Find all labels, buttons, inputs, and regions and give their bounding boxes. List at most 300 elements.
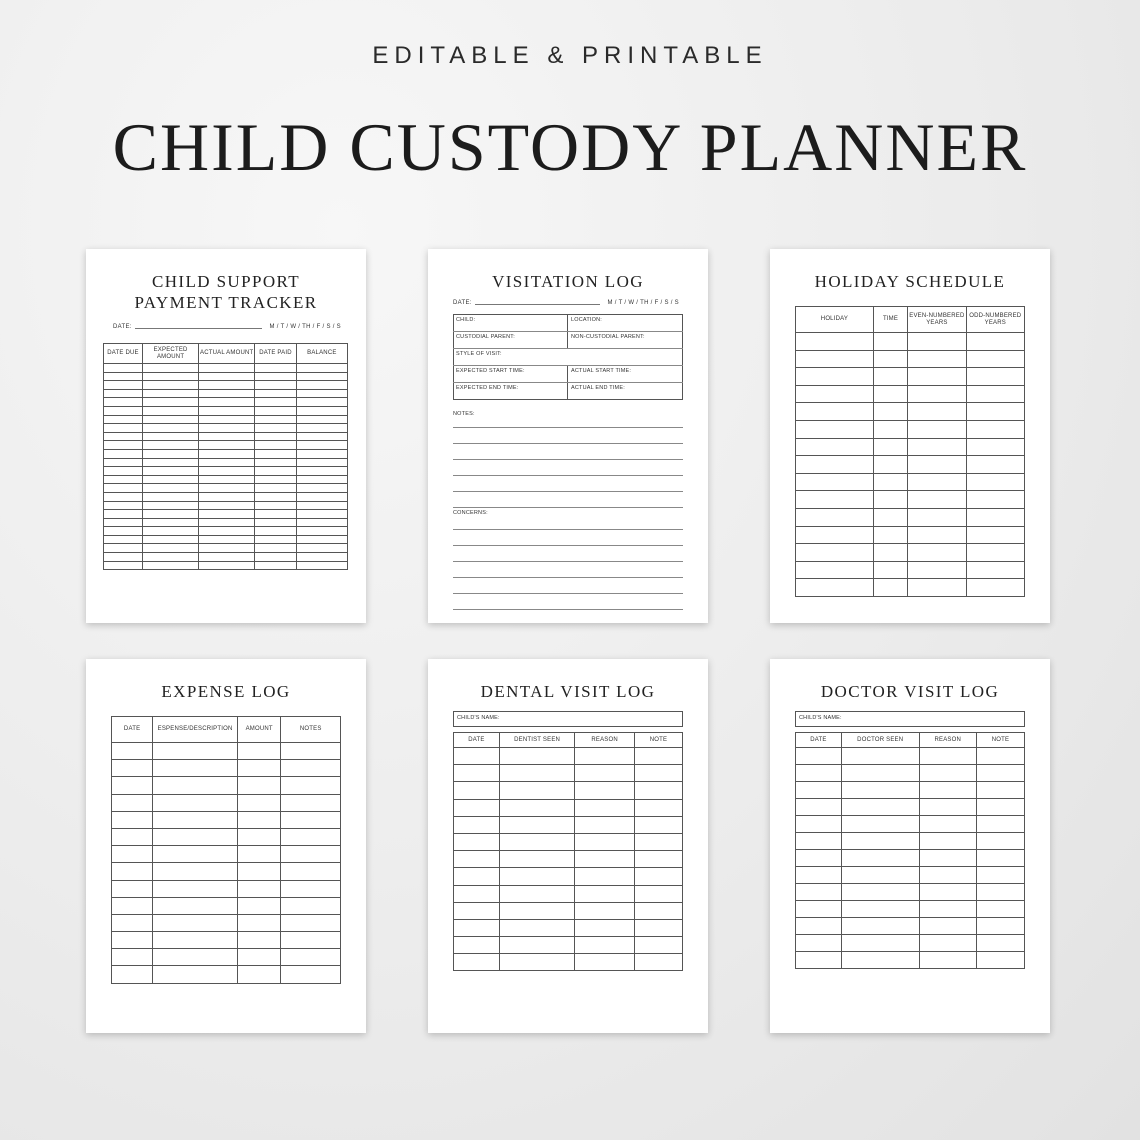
table-cell[interactable] <box>255 467 296 476</box>
table-cell[interactable] <box>919 867 976 884</box>
table-cell[interactable] <box>499 748 575 765</box>
table-cell[interactable] <box>454 902 500 919</box>
table-cell[interactable] <box>281 932 341 949</box>
table-cell[interactable] <box>499 954 575 971</box>
table-cell[interactable] <box>454 868 500 885</box>
table-cell[interactable] <box>634 799 682 816</box>
table-cell[interactable] <box>255 432 296 441</box>
table-cell[interactable] <box>153 932 238 949</box>
table-cell[interactable] <box>919 850 976 867</box>
table-cell[interactable] <box>919 799 976 816</box>
table-cell[interactable] <box>499 799 575 816</box>
table-cell[interactable] <box>104 381 143 390</box>
actual-end-field[interactable]: ACTUAL END TIME: <box>571 385 625 391</box>
table-cell[interactable] <box>112 897 153 914</box>
table-cell[interactable] <box>796 456 874 474</box>
date-line[interactable] <box>135 328 262 329</box>
table-cell[interactable] <box>976 935 1024 952</box>
table-cell[interactable] <box>153 760 238 777</box>
table-cell[interactable] <box>199 398 255 407</box>
table-cell[interactable] <box>255 449 296 458</box>
table-cell[interactable] <box>976 833 1024 850</box>
table-cell[interactable] <box>634 868 682 885</box>
table-cell[interactable] <box>919 918 976 935</box>
table-cell[interactable] <box>499 919 575 936</box>
table-cell[interactable] <box>634 816 682 833</box>
table-cell[interactable] <box>919 833 976 850</box>
table-cell[interactable] <box>255 527 296 536</box>
table-cell[interactable] <box>796 935 842 952</box>
table-cell[interactable] <box>143 458 199 467</box>
table-cell[interactable] <box>454 816 500 833</box>
table-cell[interactable] <box>112 932 153 949</box>
table-cell[interactable] <box>153 949 238 966</box>
table-cell[interactable] <box>796 526 874 544</box>
table-cell[interactable] <box>199 432 255 441</box>
table-cell[interactable] <box>454 765 500 782</box>
table-cell[interactable] <box>104 424 143 433</box>
table-cell[interactable] <box>575 816 635 833</box>
table-cell[interactable] <box>104 432 143 441</box>
table-cell[interactable] <box>296 561 347 570</box>
ruled-line[interactable] <box>453 443 683 444</box>
table-cell[interactable] <box>143 381 199 390</box>
table-cell[interactable] <box>281 777 341 794</box>
table-cell[interactable] <box>908 385 966 403</box>
table-cell[interactable] <box>237 949 281 966</box>
table-cell[interactable] <box>919 935 976 952</box>
table-cell[interactable] <box>841 748 919 765</box>
table-cell[interactable] <box>143 561 199 570</box>
table-cell[interactable] <box>281 828 341 845</box>
table-cell[interactable] <box>296 415 347 424</box>
table-cell[interactable] <box>153 846 238 863</box>
table-cell[interactable] <box>199 475 255 484</box>
table-cell[interactable] <box>634 902 682 919</box>
table-cell[interactable] <box>255 398 296 407</box>
table-cell[interactable] <box>966 526 1024 544</box>
table-cell[interactable] <box>454 748 500 765</box>
table-cell[interactable] <box>104 510 143 519</box>
table-cell[interactable] <box>841 765 919 782</box>
table-cell[interactable] <box>976 816 1024 833</box>
table-cell[interactable] <box>296 535 347 544</box>
table-cell[interactable] <box>255 364 296 373</box>
ruled-line[interactable] <box>453 475 683 476</box>
table-cell[interactable] <box>296 389 347 398</box>
table-cell[interactable] <box>499 885 575 902</box>
table-cell[interactable] <box>919 884 976 901</box>
table-cell[interactable] <box>499 937 575 954</box>
table-cell[interactable] <box>796 491 874 509</box>
table-cell[interactable] <box>796 403 874 421</box>
table-cell[interactable] <box>575 868 635 885</box>
custodial-parent-field[interactable]: CUSTODIAL PARENT: <box>456 334 515 340</box>
ruled-line[interactable] <box>453 545 683 546</box>
table-cell[interactable] <box>796 833 842 850</box>
table-cell[interactable] <box>908 508 966 526</box>
table-cell[interactable] <box>796 748 842 765</box>
table-cell[interactable] <box>454 919 500 936</box>
table-cell[interactable] <box>112 743 153 760</box>
table-cell[interactable] <box>153 914 238 931</box>
table-cell[interactable] <box>966 368 1024 386</box>
table-cell[interactable] <box>966 385 1024 403</box>
ruled-line[interactable] <box>453 577 683 578</box>
table-cell[interactable] <box>112 914 153 931</box>
table-cell[interactable] <box>966 473 1024 491</box>
table-cell[interactable] <box>908 526 966 544</box>
table-cell[interactable] <box>976 901 1024 918</box>
table-cell[interactable] <box>112 794 153 811</box>
table-cell[interactable] <box>796 918 842 935</box>
table-cell[interactable] <box>112 880 153 897</box>
table-cell[interactable] <box>237 777 281 794</box>
table-cell[interactable] <box>199 501 255 510</box>
table-cell[interactable] <box>873 561 907 579</box>
table-cell[interactable] <box>919 816 976 833</box>
table-cell[interactable] <box>112 828 153 845</box>
table-cell[interactable] <box>255 381 296 390</box>
table-cell[interactable] <box>199 484 255 493</box>
table-cell[interactable] <box>841 850 919 867</box>
table-cell[interactable] <box>199 389 255 398</box>
table-cell[interactable] <box>499 902 575 919</box>
table-cell[interactable] <box>873 544 907 562</box>
table-cell[interactable] <box>296 441 347 450</box>
table-cell[interactable] <box>873 420 907 438</box>
table-cell[interactable] <box>976 952 1024 969</box>
table-cell[interactable] <box>919 782 976 799</box>
table-cell[interactable] <box>841 901 919 918</box>
table-cell[interactable] <box>976 765 1024 782</box>
table-cell[interactable] <box>296 553 347 562</box>
table-cell[interactable] <box>255 492 296 501</box>
table-cell[interactable] <box>199 535 255 544</box>
table-cell[interactable] <box>104 475 143 484</box>
location-field[interactable]: LOCATION: <box>571 317 603 323</box>
table-cell[interactable] <box>143 449 199 458</box>
table-cell[interactable] <box>841 816 919 833</box>
table-cell[interactable] <box>237 932 281 949</box>
table-cell[interactable] <box>281 811 341 828</box>
table-cell[interactable] <box>199 424 255 433</box>
table-cell[interactable] <box>296 424 347 433</box>
table-cell[interactable] <box>499 782 575 799</box>
table-cell[interactable] <box>499 868 575 885</box>
table-cell[interactable] <box>143 484 199 493</box>
table-cell[interactable] <box>454 833 500 850</box>
table-cell[interactable] <box>143 492 199 501</box>
table-cell[interactable] <box>143 389 199 398</box>
table-cell[interactable] <box>199 544 255 553</box>
ruled-line[interactable] <box>453 529 683 530</box>
table-cell[interactable] <box>296 484 347 493</box>
table-cell[interactable] <box>796 544 874 562</box>
table-cell[interactable] <box>296 544 347 553</box>
table-cell[interactable] <box>143 398 199 407</box>
table-cell[interactable] <box>841 867 919 884</box>
table-cell[interactable] <box>966 438 1024 456</box>
table-cell[interactable] <box>199 372 255 381</box>
table-cell[interactable] <box>153 777 238 794</box>
table-cell[interactable] <box>454 799 500 816</box>
table-cell[interactable] <box>255 561 296 570</box>
table-cell[interactable] <box>296 364 347 373</box>
table-cell[interactable] <box>281 897 341 914</box>
table-cell[interactable] <box>143 372 199 381</box>
table-cell[interactable] <box>255 535 296 544</box>
table-cell[interactable] <box>296 501 347 510</box>
table-cell[interactable] <box>281 914 341 931</box>
table-cell[interactable] <box>966 350 1024 368</box>
table-cell[interactable] <box>153 794 238 811</box>
table-cell[interactable] <box>143 501 199 510</box>
table-cell[interactable] <box>104 415 143 424</box>
table-cell[interactable] <box>796 816 842 833</box>
table-cell[interactable] <box>796 799 842 816</box>
table-cell[interactable] <box>796 473 874 491</box>
table-cell[interactable] <box>153 897 238 914</box>
table-cell[interactable] <box>296 406 347 415</box>
table-cell[interactable] <box>281 760 341 777</box>
table-cell[interactable] <box>104 372 143 381</box>
table-cell[interactable] <box>966 333 1024 351</box>
table-cell[interactable] <box>575 833 635 850</box>
table-cell[interactable] <box>255 458 296 467</box>
ruled-line[interactable] <box>453 507 683 508</box>
table-cell[interactable] <box>454 782 500 799</box>
table-cell[interactable] <box>153 880 238 897</box>
table-cell[interactable] <box>796 333 874 351</box>
ruled-line[interactable] <box>453 459 683 460</box>
table-cell[interactable] <box>143 510 199 519</box>
table-cell[interactable] <box>143 553 199 562</box>
table-cell[interactable] <box>454 885 500 902</box>
table-cell[interactable] <box>296 432 347 441</box>
table-cell[interactable] <box>255 501 296 510</box>
table-cell[interactable] <box>281 794 341 811</box>
table-cell[interactable] <box>199 553 255 562</box>
table-cell[interactable] <box>237 966 281 983</box>
table-cell[interactable] <box>104 467 143 476</box>
date-line[interactable] <box>475 304 600 305</box>
table-cell[interactable] <box>296 475 347 484</box>
table-cell[interactable] <box>104 535 143 544</box>
table-cell[interactable] <box>575 919 635 936</box>
table-cell[interactable] <box>153 743 238 760</box>
table-cell[interactable] <box>966 491 1024 509</box>
table-cell[interactable] <box>199 467 255 476</box>
table-cell[interactable] <box>255 484 296 493</box>
ruled-line[interactable] <box>453 427 683 428</box>
table-cell[interactable] <box>634 919 682 936</box>
table-cell[interactable] <box>104 484 143 493</box>
table-cell[interactable] <box>796 884 842 901</box>
table-cell[interactable] <box>873 508 907 526</box>
table-cell[interactable] <box>976 918 1024 935</box>
table-cell[interactable] <box>153 863 238 880</box>
table-cell[interactable] <box>237 811 281 828</box>
table-cell[interactable] <box>908 561 966 579</box>
table-cell[interactable] <box>199 510 255 519</box>
ruled-line[interactable] <box>453 593 683 594</box>
table-cell[interactable] <box>255 389 296 398</box>
table-cell[interactable] <box>104 544 143 553</box>
table-cell[interactable] <box>908 544 966 562</box>
table-cell[interactable] <box>296 398 347 407</box>
table-cell[interactable] <box>153 811 238 828</box>
table-cell[interactable] <box>499 833 575 850</box>
table-cell[interactable] <box>908 420 966 438</box>
table-cell[interactable] <box>237 897 281 914</box>
table-cell[interactable] <box>454 954 500 971</box>
table-cell[interactable] <box>796 368 874 386</box>
table-cell[interactable] <box>104 364 143 373</box>
table-cell[interactable] <box>237 743 281 760</box>
table-cell[interactable] <box>499 816 575 833</box>
table-cell[interactable] <box>634 748 682 765</box>
table-cell[interactable] <box>104 389 143 398</box>
table-cell[interactable] <box>796 901 842 918</box>
table-cell[interactable] <box>143 432 199 441</box>
table-cell[interactable] <box>873 473 907 491</box>
ruled-line[interactable] <box>453 609 683 610</box>
table-cell[interactable] <box>575 851 635 868</box>
table-cell[interactable] <box>873 456 907 474</box>
table-cell[interactable] <box>796 385 874 403</box>
table-cell[interactable] <box>112 811 153 828</box>
table-cell[interactable] <box>966 508 1024 526</box>
table-cell[interactable] <box>919 748 976 765</box>
table-cell[interactable] <box>841 799 919 816</box>
table-cell[interactable] <box>841 782 919 799</box>
table-cell[interactable] <box>237 794 281 811</box>
table-cell[interactable] <box>112 846 153 863</box>
table-cell[interactable] <box>454 937 500 954</box>
table-cell[interactable] <box>873 368 907 386</box>
table-cell[interactable] <box>237 863 281 880</box>
non-custodial-parent-field[interactable]: NON-CUSTODIAL PARENT: <box>571 334 645 340</box>
table-cell[interactable] <box>199 406 255 415</box>
table-cell[interactable] <box>281 863 341 880</box>
table-cell[interactable] <box>966 561 1024 579</box>
table-cell[interactable] <box>873 579 907 597</box>
table-cell[interactable] <box>841 918 919 935</box>
table-cell[interactable] <box>796 579 874 597</box>
table-cell[interactable] <box>796 438 874 456</box>
table-cell[interactable] <box>104 449 143 458</box>
table-cell[interactable] <box>237 846 281 863</box>
table-cell[interactable] <box>104 561 143 570</box>
table-cell[interactable] <box>908 579 966 597</box>
table-cell[interactable] <box>237 880 281 897</box>
table-cell[interactable] <box>976 748 1024 765</box>
table-cell[interactable] <box>255 441 296 450</box>
table-cell[interactable] <box>255 424 296 433</box>
table-cell[interactable] <box>104 441 143 450</box>
table-cell[interactable] <box>634 885 682 902</box>
table-cell[interactable] <box>499 851 575 868</box>
table-cell[interactable] <box>575 902 635 919</box>
table-cell[interactable] <box>104 458 143 467</box>
table-cell[interactable] <box>143 518 199 527</box>
table-cell[interactable] <box>976 867 1024 884</box>
table-cell[interactable] <box>908 456 966 474</box>
table-cell[interactable] <box>143 467 199 476</box>
table-cell[interactable] <box>841 833 919 850</box>
table-cell[interactable] <box>873 526 907 544</box>
expected-start-field[interactable]: EXPECTED START TIME: <box>456 368 525 374</box>
table-cell[interactable] <box>281 949 341 966</box>
table-cell[interactable] <box>634 765 682 782</box>
table-cell[interactable] <box>199 449 255 458</box>
table-cell[interactable] <box>143 364 199 373</box>
table-cell[interactable] <box>796 867 842 884</box>
table-cell[interactable] <box>919 901 976 918</box>
table-cell[interactable] <box>908 403 966 421</box>
table-cell[interactable] <box>796 561 874 579</box>
table-cell[interactable] <box>112 966 153 983</box>
table-cell[interactable] <box>908 491 966 509</box>
table-cell[interactable] <box>575 782 635 799</box>
table-cell[interactable] <box>143 441 199 450</box>
table-cell[interactable] <box>575 885 635 902</box>
table-cell[interactable] <box>575 765 635 782</box>
table-cell[interactable] <box>143 535 199 544</box>
table-cell[interactable] <box>796 350 874 368</box>
table-cell[interactable] <box>112 863 153 880</box>
table-cell[interactable] <box>976 850 1024 867</box>
ruled-line[interactable] <box>453 491 683 492</box>
table-cell[interactable] <box>454 851 500 868</box>
table-cell[interactable] <box>104 501 143 510</box>
table-cell[interactable] <box>237 828 281 845</box>
table-cell[interactable] <box>908 368 966 386</box>
table-cell[interactable] <box>296 467 347 476</box>
table-cell[interactable] <box>873 333 907 351</box>
table-cell[interactable] <box>255 372 296 381</box>
table-cell[interactable] <box>296 510 347 519</box>
table-cell[interactable] <box>199 415 255 424</box>
table-cell[interactable] <box>841 952 919 969</box>
ruled-line[interactable] <box>453 561 683 562</box>
table-cell[interactable] <box>199 518 255 527</box>
table-cell[interactable] <box>873 438 907 456</box>
table-cell[interactable] <box>873 350 907 368</box>
table-cell[interactable] <box>143 544 199 553</box>
table-cell[interactable] <box>104 492 143 501</box>
table-cell[interactable] <box>199 381 255 390</box>
table-cell[interactable] <box>143 406 199 415</box>
table-cell[interactable] <box>112 949 153 966</box>
table-cell[interactable] <box>575 799 635 816</box>
table-cell[interactable] <box>499 765 575 782</box>
table-cell[interactable] <box>296 449 347 458</box>
table-cell[interactable] <box>112 777 153 794</box>
table-cell[interactable] <box>575 954 635 971</box>
table-cell[interactable] <box>966 579 1024 597</box>
table-cell[interactable] <box>112 760 153 777</box>
table-cell[interactable] <box>634 937 682 954</box>
table-cell[interactable] <box>796 782 842 799</box>
table-cell[interactable] <box>575 937 635 954</box>
table-cell[interactable] <box>104 406 143 415</box>
table-cell[interactable] <box>919 765 976 782</box>
table-cell[interactable] <box>919 952 976 969</box>
table-cell[interactable] <box>908 350 966 368</box>
table-cell[interactable] <box>281 880 341 897</box>
